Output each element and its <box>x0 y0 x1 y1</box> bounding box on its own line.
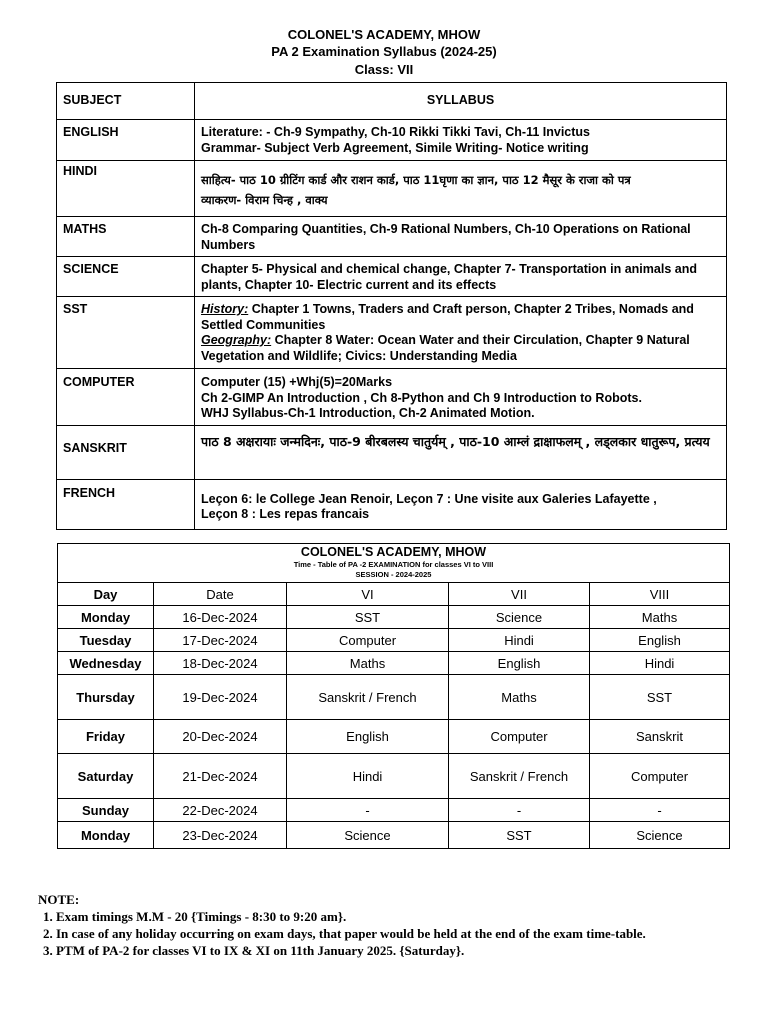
syllabus-cell <box>195 479 727 529</box>
subject-cell: SST <box>57 297 195 369</box>
syllabus-line: Ch 2-GIMP An Introduction , Ch 8-Python and Ch 9 Introduction to Robots. <box>201 390 642 405</box>
syllabus-line: Literature: - Ch-9 Sympathy, Ch-10 Rikki Tikki Tavi, Ch-11 Invictus <box>201 125 590 139</box>
class-viii-cell: Sanskrit <box>590 720 730 754</box>
date-cell: 19-Dec-2024 <box>154 675 287 720</box>
table-row <box>58 606 730 629</box>
day-cell: Saturday <box>58 754 154 799</box>
date-cell: 23-Dec-2024 <box>154 822 287 849</box>
class-viii-cell: Hindi <box>590 652 730 675</box>
class-vi-cell: SST <box>287 606 449 629</box>
class-vii-cell: - <box>449 799 590 822</box>
syllabus-row-sanskrit <box>57 425 727 479</box>
class-vii-cell: Hindi <box>449 629 590 652</box>
class-vi-cell: - <box>287 799 449 822</box>
class-vi-cell: Maths <box>287 652 449 675</box>
day-cell: Wednesday <box>58 652 154 675</box>
syllabus-column-header: SYLLABUS <box>195 83 727 120</box>
subject-cell: SANSKRIT <box>57 425 195 479</box>
date-cell: 22-Dec-2024 <box>154 799 287 822</box>
table-row <box>58 675 730 720</box>
class-viii-cell: - <box>590 799 730 822</box>
class-viii-cell: Science <box>590 822 730 849</box>
timetable-title-row <box>58 544 730 583</box>
day-cell: Sunday <box>58 799 154 822</box>
syllabus-cell <box>195 161 727 217</box>
timetable-session: SESSION - 2024-2025 <box>355 570 432 579</box>
header-class-vii: VII <box>449 583 590 606</box>
subject-cell: MATHS <box>57 217 195 257</box>
day-cell: Friday <box>58 720 154 754</box>
day-cell: Thursday <box>58 675 154 720</box>
timetable-title <box>58 544 730 583</box>
timetable-school-name: COLONEL'S ACADEMY, MHOW <box>300 545 487 559</box>
syllabus-row-hindi <box>57 161 727 217</box>
class-vi-cell: English <box>287 720 449 754</box>
syllabus-header-row <box>57 83 727 120</box>
class-viii-cell: SST <box>590 675 730 720</box>
syllabus-row-french <box>57 479 727 529</box>
table-row <box>58 652 730 675</box>
syllabus-line: WHJ Syllabus-Ch-1 Introduction, Ch-2 Animated Motion. <box>201 406 535 420</box>
class-viii-cell: Maths <box>590 606 730 629</box>
exam-timetable <box>57 543 730 849</box>
date-cell: 17-Dec-2024 <box>154 629 287 652</box>
class-vi-cell: Computer <box>287 629 449 652</box>
syllabus-cell <box>195 369 727 426</box>
header-date: Date <box>154 583 287 606</box>
syllabus-row-english <box>57 120 727 161</box>
timetable-header-row <box>58 583 730 606</box>
syllabus-line: Grammar- Subject Verb Agreement, Simile Writing- Notice writing <box>201 140 589 155</box>
table-row <box>58 629 730 652</box>
table-row <box>58 799 730 822</box>
subject-cell: FRENCH <box>57 479 195 529</box>
class-viii-cell: Computer <box>590 754 730 799</box>
school-name: COLONEL'S ACADEMY, MHOW <box>287 27 481 42</box>
class-label: Class: VII <box>354 62 414 77</box>
exam-title: PA 2 Examination Syllabus (2024-25) <box>271 44 497 59</box>
date-cell: 16-Dec-2024 <box>154 606 287 629</box>
syllabus-row-science <box>57 257 727 297</box>
syllabus-line: Computer (15) +Whj(5)=20Marks <box>201 375 393 389</box>
class-viii-cell: English <box>590 629 730 652</box>
date-cell: 20-Dec-2024 <box>154 720 287 754</box>
class-vii-cell: English <box>449 652 590 675</box>
note-item: 1. Exam timings M.M - 20 {Timings - 8:30 to 9:20 am}. <box>43 909 347 924</box>
header-class-viii: VIII <box>590 583 730 606</box>
syllabus-line: साहित्य- पाठ 10 ग्रीटिंग कार्ड और राशन कार्ड, पाठ 11घृणा का ज्ञान, पाठ 12 मैसूर के राजा को पत्र <box>201 173 631 187</box>
subject-cell: SCIENCE <box>57 257 195 297</box>
day-cell: Monday <box>58 822 154 849</box>
subject-cell: COMPUTER <box>57 369 195 426</box>
syllabus-line: व्याकरण- विराम चिन्ह , वाक्य <box>201 193 328 207</box>
class-vii-cell: SST <box>449 822 590 849</box>
syllabus-cell <box>195 120 727 161</box>
header-day: Day <box>58 583 154 606</box>
table-row <box>58 754 730 799</box>
table-row <box>58 822 730 849</box>
subject-column-header: SUBJECT <box>57 83 195 120</box>
syllabus-cell: Ch-8 Comparing Quantities, Ch-9 Rational Numbers, Ch-10 Operations on Rational Numbers <box>195 217 727 257</box>
note-title: NOTE: <box>38 892 80 907</box>
header-class-vi: VI <box>287 583 449 606</box>
class-vii-cell: Science <box>449 606 590 629</box>
geography-text: Chapter 8 Water: Ocean Water and their Circulation, Chapter 9 Natural Vegetation and Wildlife; Civics: Understanding Media <box>201 333 690 363</box>
geography-label: Geography: <box>201 333 272 347</box>
class-vi-cell: Hindi <box>287 754 449 799</box>
class-vii-cell: Maths <box>449 675 590 720</box>
syllabus-line: Leçon 6: le College Jean Renoir, Leçon 7 : Une visite aux Galeries Lafayette , <box>201 491 657 506</box>
history-text: Chapter 1 Towns, Traders and Craft person, Chapter 2 Tribes, Nomads and Settled Communities <box>201 302 694 332</box>
note-section <box>38 891 646 959</box>
syllabus-row-sst <box>57 297 727 369</box>
subject-cell: HINDI <box>57 161 195 217</box>
syllabus-line: Leçon 8 : Les repas francais <box>201 507 370 521</box>
class-vi-cell: Science <box>287 822 449 849</box>
syllabus-cell: Chapter 5- Physical and chemical change, Chapter 7- Transportation in animals and plants, Chapter 10- Electric current and its effects <box>195 257 727 297</box>
syllabus-cell: पाठ 8 अक्षरायाः जन्मदिनः, पाठ-9 बीरबलस्य चातुर्यम् , पाठ-10 आम्लं द्राक्षाफलम् , लड्लकार धातुरूप, प्रत्यय <box>195 425 727 479</box>
day-cell: Monday <box>58 606 154 629</box>
subject-cell: ENGLISH <box>57 120 195 161</box>
note-item: 3. PTM of PA-2 for classes VI to IX & XI on 11th January 2025. {Saturday}. <box>43 943 465 958</box>
syllabus-cell <box>195 297 727 369</box>
note-item: 2. In case of any holiday occurring on exam days, that paper would be held at the end of the exam time-table. <box>43 926 646 941</box>
timetable-subtitle: Time - Table of PA -2 EXAMINATION for classes VI to VIII <box>293 560 494 569</box>
syllabus-table <box>56 82 727 530</box>
class-vii-cell: Computer <box>449 720 590 754</box>
syllabus-row-computer <box>57 369 727 426</box>
history-label: History: <box>201 302 249 316</box>
table-row <box>58 720 730 754</box>
syllabus-row-maths <box>57 217 727 257</box>
day-cell: Tuesday <box>58 629 154 652</box>
class-vi-cell: Sanskrit / French <box>287 675 449 720</box>
date-cell: 21-Dec-2024 <box>154 754 287 799</box>
class-vii-cell: Sanskrit / French <box>449 754 590 799</box>
date-cell: 18-Dec-2024 <box>154 652 287 675</box>
